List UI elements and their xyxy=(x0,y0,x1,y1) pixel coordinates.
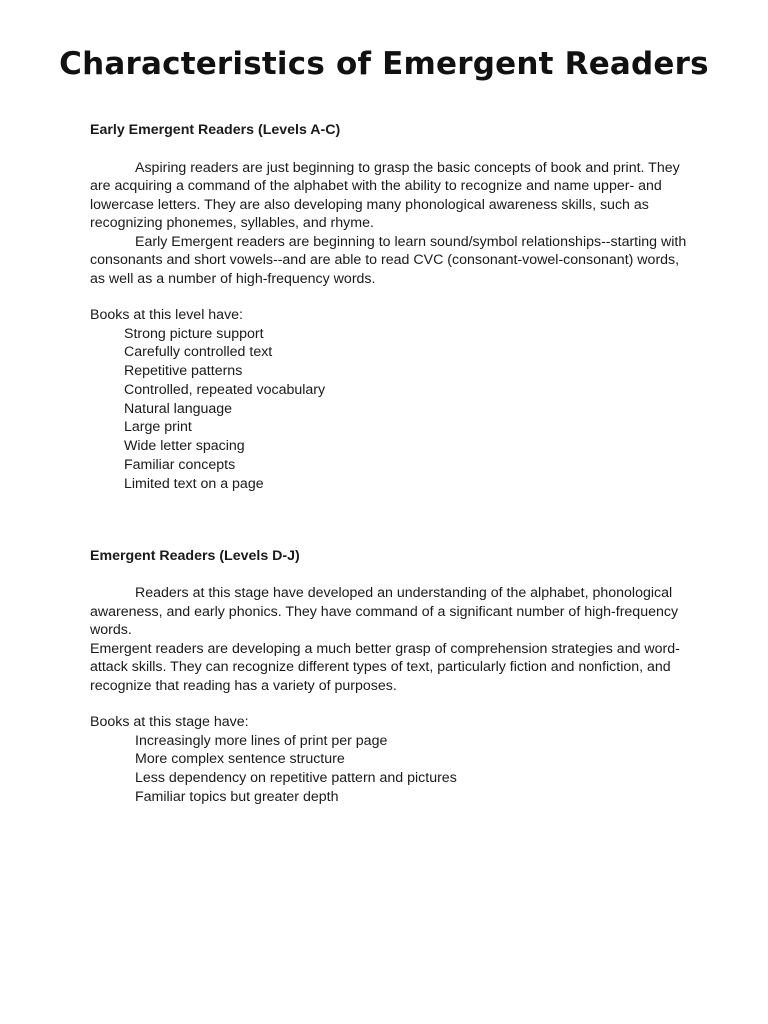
paragraph: Emergent readers are developing a much better grasp of comprehension strategies and word-attack skills. They can recognize different types of text, particularly fiction and nonfiction, and recognize that reading has a variety of purposes. xyxy=(90,640,680,694)
paragraph: Aspiring readers are just beginning to grasp the basic concepts of book and print. They are acquiring a command of the alphabet with the ability to recognize and name upper- and lowercase letters. They are also developing many phonological awareness skills, such as recognizing phonemes, syllables, and rhyme. xyxy=(90,159,680,231)
list-item: Controlled, repeated vocabulary xyxy=(124,381,326,398)
list-item: Carefully controlled text xyxy=(124,344,273,361)
page-title: Characteristics of Emergent Readers xyxy=(59,46,709,82)
book-features-list xyxy=(90,732,690,807)
paragraph: Early Emergent readers are beginning to learn sound/symbol relationships--starting with consonants and short vowels--and are able to read CVC (consonant-vowel-consonant) words, as well as a number of high-frequency words. xyxy=(90,233,687,287)
list-item: Repetitive patterns xyxy=(124,363,243,380)
list-item: Familiar topics but greater depth xyxy=(135,789,339,806)
list-intro: Books at this level have: xyxy=(90,307,243,323)
book-features-list xyxy=(90,325,690,494)
section-heading: Emergent Readers (Levels D-J) xyxy=(90,547,300,564)
list-item: Wide letter spacing xyxy=(124,438,245,455)
document-body xyxy=(90,121,690,807)
section-emergent xyxy=(90,547,690,807)
list-item: Limited text on a page xyxy=(124,475,264,492)
list-item: Large print xyxy=(124,419,192,436)
list-item: Natural language xyxy=(124,400,233,417)
list-item: Increasingly more lines of print per page xyxy=(135,732,388,749)
list-item: Strong picture support xyxy=(124,325,264,342)
list-item: Familiar concepts xyxy=(124,457,236,474)
section-early-emergent xyxy=(90,121,690,494)
paragraph: Readers at this stage have developed an understanding of the alphabet, phonological awareness, and early phonics. They have command of a significant number of high-frequency words. xyxy=(90,585,679,639)
list-item: More complex sentence structure xyxy=(135,751,345,768)
section-heading: Early Emergent Readers (Levels A-C) xyxy=(90,122,341,138)
list-intro: Books at this stage have: xyxy=(90,714,249,731)
list-item: Less dependency on repetitive pattern and pictures xyxy=(135,770,457,787)
